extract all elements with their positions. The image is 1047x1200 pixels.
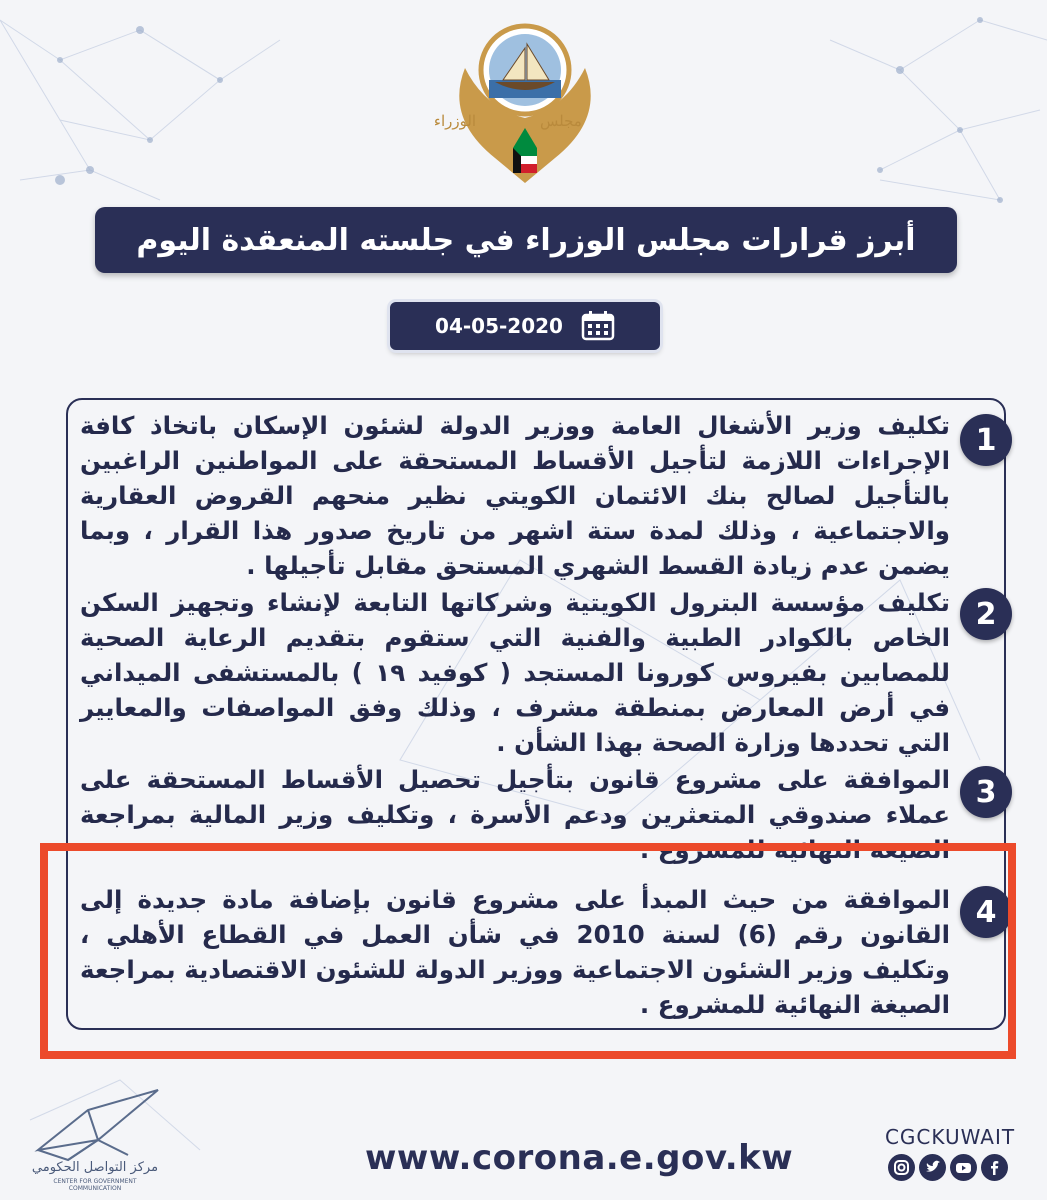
- calendar-icon: [581, 311, 615, 341]
- emblem-text-majlis: مجلس: [540, 112, 582, 130]
- item-text-3: الموافقة على مشروع قانون بتأجيل تحصيل الأقساط المستحقة على عملاء صندوقي المتعثرين ودعم الأسرة ، وتكليف وزير المالية بمراجعة الصيغة النهائية للمشروع .: [80, 765, 950, 864]
- youtube-icon[interactable]: [950, 1154, 977, 1181]
- emblem-text-wuzara: الوزراء: [433, 112, 477, 130]
- item-text-4: الموافقة من حيث المبدأ على مشروع قانون بإضافة مادة جديدة إلى القانون رقم (6) لسنة 2010 في شأن العمل في القطاع الأهلي ، وتكليف وزير الشئون الاجتماعية ووزير الدولة للشئون الاقتصادية بمراجعة الصيغة النهائية للمشروع .: [80, 885, 950, 1019]
- item-number-4: 4: [960, 886, 1012, 938]
- org-name-arabic: مركز التواصل الحكومي: [31, 1160, 159, 1175]
- twitter-icon[interactable]: [919, 1154, 946, 1181]
- highlight-frame: [40, 843, 1016, 1059]
- item-number-3: 3: [960, 766, 1012, 818]
- page-title: [95, 207, 957, 273]
- facebook-icon[interactable]: [981, 1154, 1008, 1181]
- social-handle: CGCKUWAIT: [884, 1125, 1016, 1149]
- item-text-1: تكليف وزير الأشغال العامة ووزير الدولة لشئون الإسكان باتخاذ كافة الإجراءات اللازمة لتأجيل الأقساط المستحقة على المواطنين الراغبين بالتأجيل لصالح بنك الائتمان الكويتي نظير منحهم القروض العقارية والاجتماعية ، وذلك لمدة ستة اشهر من تاريخ صدور هذا القرار ، وبما يضمن عدم زيادة القسط الشهري المستحق مقابل تأجيلها .: [80, 411, 950, 580]
- website-link[interactable]: www.corona.e.gov.kw: [365, 1138, 794, 1178]
- date-text: 04-05-2020: [435, 314, 563, 338]
- social-icons: [888, 1154, 1008, 1181]
- org-name-english: CENTER FOR GOVERNMENT COMMUNICATION: [53, 1178, 137, 1192]
- instagram-icon[interactable]: [888, 1154, 915, 1181]
- date-badge: [390, 302, 660, 350]
- item-number-2: 2: [960, 588, 1012, 640]
- page-title-text: أبرز قرارات مجلس الوزراء في جلسته المنعقدة اليوم: [136, 222, 916, 258]
- item-number-1: 1: [960, 414, 1012, 466]
- kuwait-cabinet-emblem: [425, 8, 625, 193]
- item-text-2: تكليف مؤسسة البترول الكويتية وشركاتها التابعة لإنشاء وتجهيز السكن الخاص بالكوادر الطبية والفنية التي ستقوم بتقديم الرعاية الصحية للمصابين بفيروس كورونا المستجد ( كوفيد ١٩ ) بالمستشفى الميداني في أرض المعارض بمنطقة مشرف ، وذلك وفق المواصفات والمعايير التي تحددها وزارة الصحة بهذا الشأن .: [80, 588, 951, 757]
